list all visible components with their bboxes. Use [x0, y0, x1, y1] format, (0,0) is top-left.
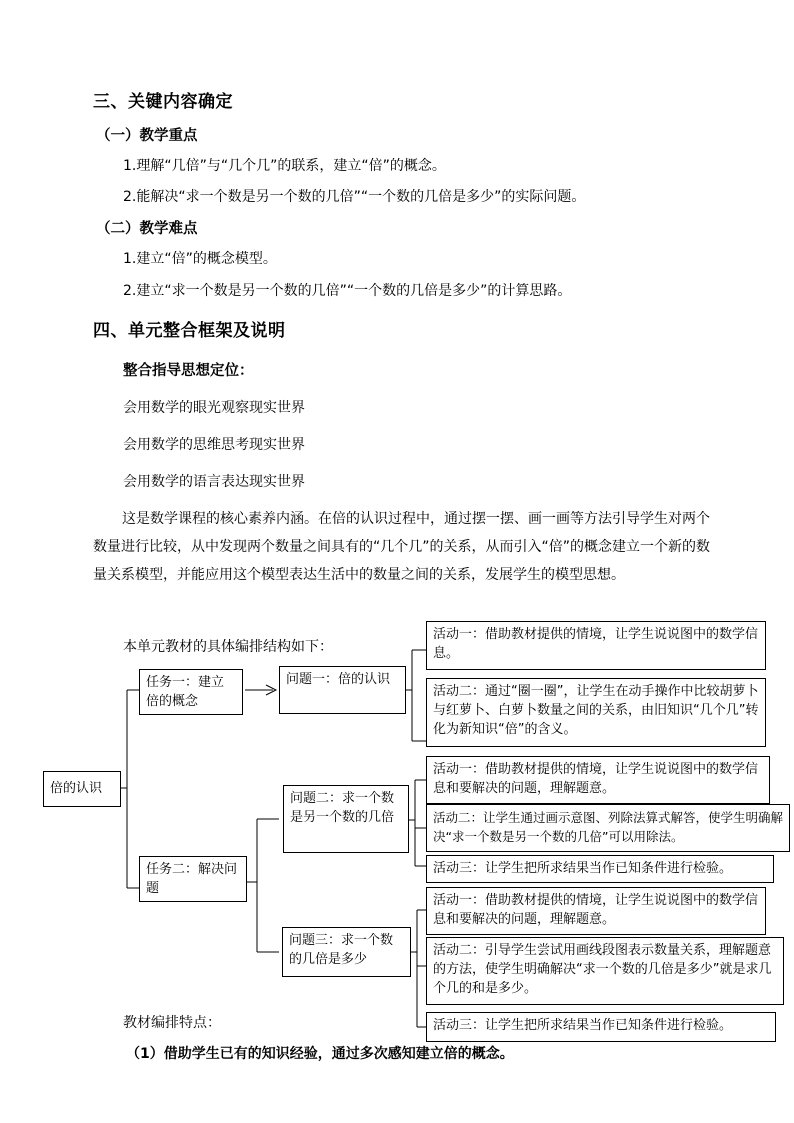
guide-line-1: 会用数学的眼光观察现实世界	[123, 400, 305, 416]
section4-heading: 四、单元整合框架及说明	[93, 321, 286, 341]
task1-node: 任务一：建立倍的概念	[139, 669, 243, 715]
structure-intro: 本单元教材的具体编排结构如下：	[123, 639, 333, 655]
focus-item-2: 2.能解决“求一个数是另一个数的几倍”“一个数的几倍是多少”的实际问题。	[123, 189, 586, 205]
q2-node: 问题二：求一个数是另一个数的几倍	[283, 785, 409, 853]
q2-activity-3: 活动三：让学生把所求结果当作已知条件进行检验。	[426, 855, 774, 883]
focus-item-1: 1.理解“几倍”与“几个几”的联系，建立“倍”的概念。	[123, 158, 446, 174]
q3-node: 问题三：求一个数的几倍是多少	[282, 927, 411, 977]
features-heading: 教材编排特点：	[123, 1015, 221, 1031]
q3-activity-1: 活动一：借助教材提供的情境，让学生说说图中的数学信息和要解决的问题，理解题意。	[426, 887, 766, 935]
guide-line-2: 会用数学的思维思考现实世界	[123, 437, 305, 453]
root-node: 倍的认识	[43, 771, 121, 807]
guide-line-3: 会用数学的语言表达现实世界	[123, 474, 305, 490]
q1-activity-1: 活动一：借助教材提供的情境，让学生说说图中的数学信息。	[426, 621, 766, 670]
section3-heading: 三、关键内容确定	[93, 92, 233, 112]
q1-activity-2: 活动二：通过“圈一圈”，让学生在动手操作中比较胡萝卜与红萝卜、白萝卜数量之间的关系，由旧知识“几个几”转化为新知识“倍”的含义。	[426, 678, 766, 747]
q2-activity-1: 活动一：借助教材提供的情境，让学生说说图中的数学信息和要解决的问题，理解题意。	[426, 756, 770, 804]
q3-activity-3: 活动三：让学生把所求结果当作已知条件进行检验。	[426, 1012, 776, 1042]
core-paragraph: 这是数学课程的核心素养内涵。在倍的认识过程中，通过摆一摆、画一画等方法引导学生对两个数量进行比较，从中发现两个数量之间具有的“几个几”的关系，从而引入“倍”的概念建立一个新的数量关系模型，并能应用这个模型表达生活中的数量之间的关系，发展学生的模型思想。	[93, 511, 711, 583]
q3-activity-2: 活动二：引导学生尝试用画线段图表示数量关系，理解题意的方法，使学生明确解决“求一个数的几倍是多少”就是求几个几的和是多少。	[426, 937, 784, 1005]
q1-node: 问题一：倍的认识	[279, 666, 406, 714]
task2-node: 任务二：解决问题	[139, 856, 247, 902]
feature-1: （1）借助学生已有的知识经验，通过多次感知建立倍的概念。	[126, 1046, 514, 1062]
q2-activity-2: 活动二：让学生通过画示意图、列除法算式解答，使学生明确解决“求一个数是另一个数的几倍”可以用除法。	[426, 804, 790, 852]
difficulty-item-2: 2.建立“求一个数是另一个数的几倍”“一个数的几倍是多少”的计算思路。	[123, 283, 572, 299]
difficulty-heading: （二）教学难点	[96, 221, 198, 237]
guide-heading: 整合指导思想定位：	[123, 363, 254, 379]
difficulty-item-1: 1.建立“倍”的概念模型。	[123, 251, 277, 267]
focus-heading: （一）教学重点	[96, 128, 198, 144]
